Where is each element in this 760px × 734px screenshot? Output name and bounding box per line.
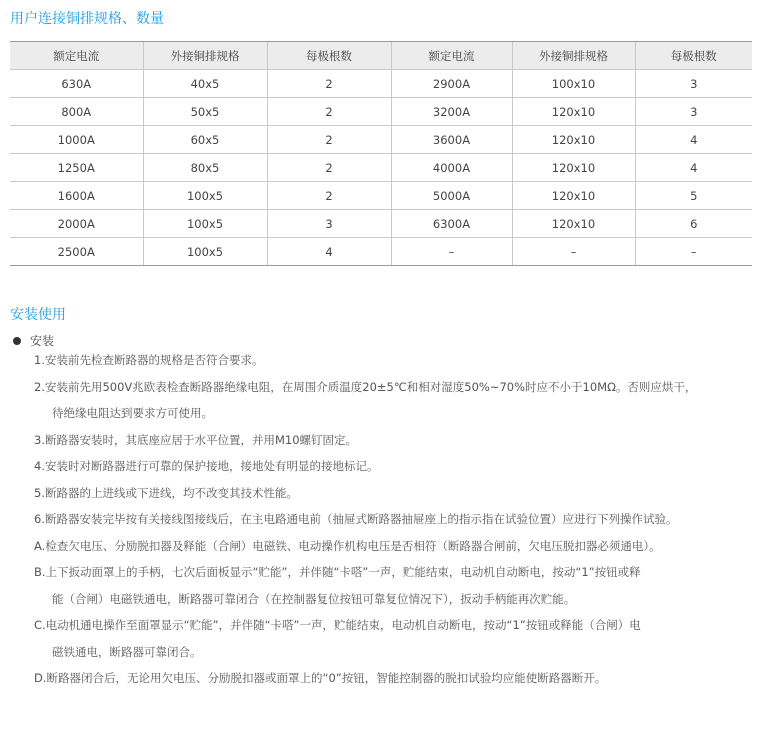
table-cell: 100x5: [143, 210, 267, 238]
step-a: A.检查欠电压、分励脱扣器及释能（合闸）电磁铁、电动操作机构电压是否相符（断路器合闸前，欠电压脱扣器必须通电）。: [34, 538, 661, 553]
table-cell: 2: [267, 182, 391, 210]
table-cell: 120x10: [512, 182, 635, 210]
table-cell: 3: [267, 210, 391, 238]
table-cell: 1000A: [10, 126, 143, 154]
step-2: 2.安装前先用500V兆欧表检查断路器绝缘电阻，在周围介质温度20±5℃和相对湿度50%~70%时应不小于10MΩ。否则应烘干，: [34, 379, 697, 394]
table-cell: 4: [267, 238, 391, 266]
install-steps: [34, 347, 752, 692]
table-cell: 800A: [10, 98, 143, 126]
bullet-dot-icon: [13, 337, 21, 345]
table-cell: 4: [635, 154, 752, 182]
step-3: 3.断路器安装时，其底座应居于水平位置，并用M10螺钉固定。: [34, 432, 358, 447]
table-cell: 630A: [10, 70, 143, 98]
step-2-continued: 待绝缘电阻达到要求方可使用。: [52, 406, 213, 420]
table-cell: –: [635, 238, 752, 266]
table-cell: 6: [635, 210, 752, 238]
table-cell: 3: [635, 70, 752, 98]
table-cell: 80x5: [143, 154, 267, 182]
col-header-busbar-size: 外接铜排规格: [512, 42, 635, 70]
table-header-row: [10, 42, 752, 70]
col-header-bars-per-pole: 每极根数: [267, 42, 391, 70]
table-cell: 2: [267, 70, 391, 98]
table-cell: 2900A: [391, 70, 512, 98]
spec-section-title: 用户连接铜排规格、数量: [10, 11, 164, 27]
step-1: 1.安装前先检查断路器的规格是否符合要求。: [34, 353, 264, 367]
table-cell: 40x5: [143, 70, 267, 98]
install-section-title: 安装使用: [10, 307, 66, 323]
table-cell: 120x10: [512, 126, 635, 154]
table-row: [10, 70, 752, 98]
table-cell: 60x5: [143, 126, 267, 154]
table-cell: 120x10: [512, 210, 635, 238]
table-cell: 2: [267, 126, 391, 154]
table-cell: 1600A: [10, 182, 143, 210]
table-cell: 2500A: [10, 238, 143, 266]
table-cell: 5000A: [391, 182, 512, 210]
table-cell: 3600A: [391, 126, 512, 154]
table-row: [10, 182, 752, 210]
table-cell: 2: [267, 98, 391, 126]
table-cell: 50x5: [143, 98, 267, 126]
step-c: C.电动机通电操作至面罩显示“贮能”，并伴随“卡嗒”一声，贮能结束，电动机自动断电，按动“1”按钮或释能（合闸）电: [34, 618, 641, 632]
col-header-rated-current: 额定电流: [391, 42, 512, 70]
install-bullet-label: 安装: [30, 334, 55, 348]
table-cell: 4: [635, 126, 752, 154]
step-d: D.断路器闭合后，无论用欠电压、分励脱扣器或面罩上的“0”按钮，智能控制器的脱扣试验均应能使断路器断开。: [34, 671, 607, 685]
table-row: [10, 154, 752, 182]
step-b-continued: 能（合闸）电磁铁通电，断路器可靠闭合（在控制器复位按钮可靠复位情况下），扳动手柄能再次贮能。: [52, 591, 576, 606]
table-cell: 3200A: [391, 98, 512, 126]
table-cell: 3: [635, 98, 752, 126]
table-row: [10, 210, 752, 238]
table-cell: 2000A: [10, 210, 143, 238]
table-cell: 2: [267, 154, 391, 182]
table-cell: 100x5: [143, 182, 267, 210]
table-cell: 120x10: [512, 154, 635, 182]
step-5: 5.断路器的上进线或下进线，均不改变其技术性能。: [34, 485, 298, 500]
table-row: [10, 238, 752, 266]
table-row: [10, 98, 752, 126]
table-cell: 120x10: [512, 98, 635, 126]
step-6: 6.断路器安装完毕按有关接线图接线后，在主电路通电前（抽屉式断路器抽屉座上的指示指在试验位置）应进行下列操作试验。: [34, 512, 678, 526]
table-cell: 1250A: [10, 154, 143, 182]
step-c-continued: 磁铁通电，断路器可靠闭合。: [52, 644, 202, 659]
col-header-rated-current: 额定电流: [10, 42, 143, 70]
table-cell: 100x10: [512, 70, 635, 98]
col-header-busbar-size: 外接铜排规格: [143, 42, 267, 70]
table-cell: 100x5: [143, 238, 267, 266]
table-cell: –: [512, 238, 635, 266]
table-cell: 5: [635, 182, 752, 210]
table-cell: –: [391, 238, 512, 266]
busbar-spec-table: [10, 41, 752, 266]
col-header-bars-per-pole: 每极根数: [635, 42, 752, 70]
step-b: B.上下扳动面罩上的手柄，七次后面板显示“贮能”，并伴随“卡嗒”一声，贮能结束，电动机自动断电，按动“1”按钮或释: [34, 565, 641, 579]
step-4: 4.安装时对断路器进行可靠的保护接地，接地处有明显的接地标记。: [34, 459, 379, 473]
table-cell: 4000A: [391, 154, 512, 182]
table-cell: 6300A: [391, 210, 512, 238]
table-row: [10, 126, 752, 154]
